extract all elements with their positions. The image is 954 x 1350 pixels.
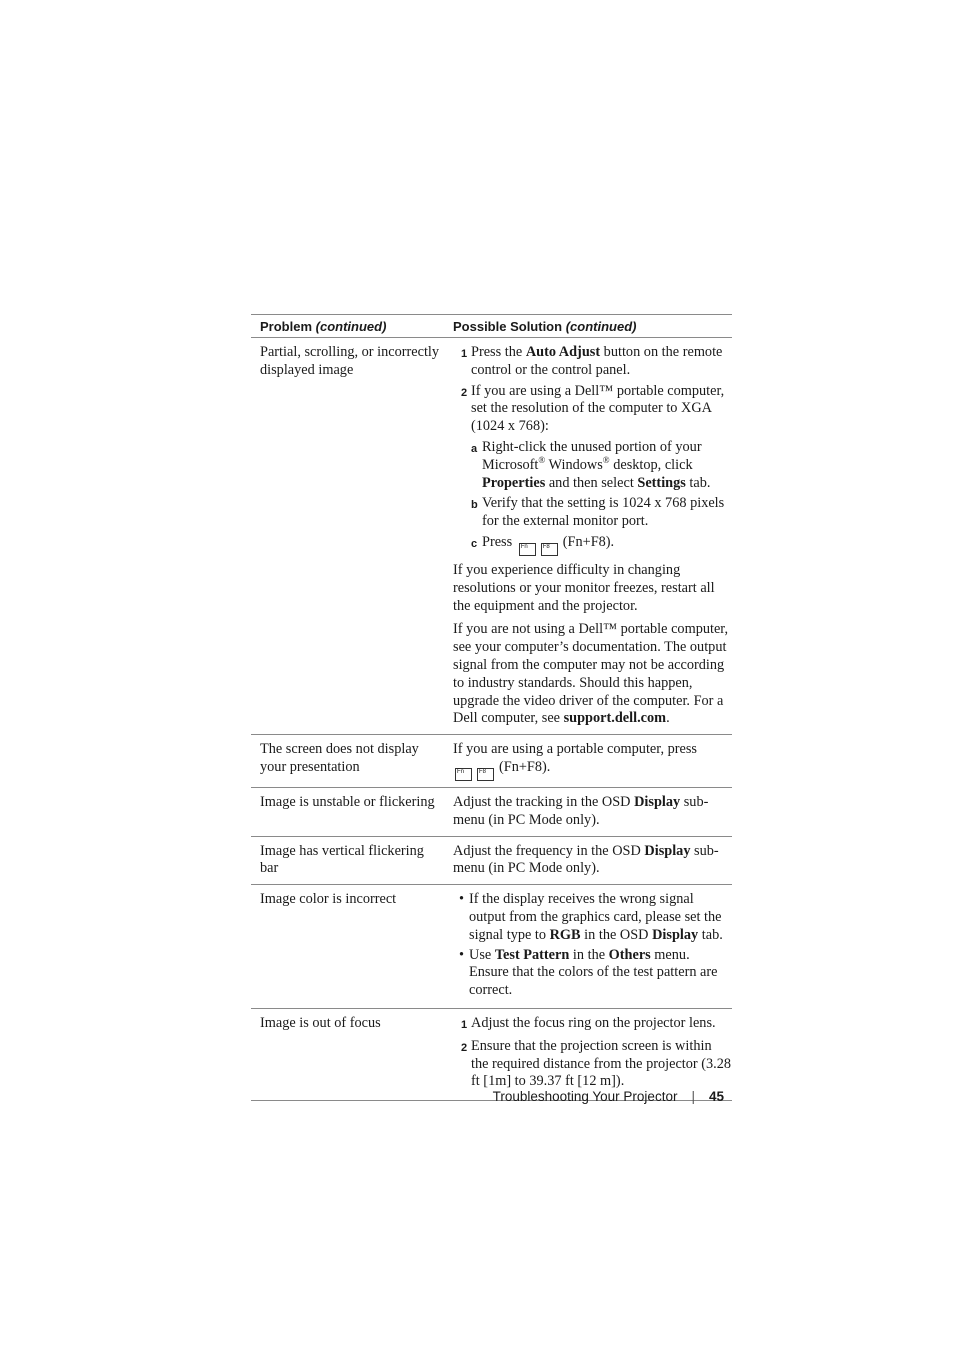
step-item: 1 Adjust the focus ring on the projector lens. <box>461 1014 716 1031</box>
bullet-item: • If the display receives the wrong signal output from the graphics card, please set the signal type to RGB in the OSD Display tab. <box>459 891 723 943</box>
table-header <box>251 315 732 338</box>
solution-cell: If you are using a portable computer, press Fn F8 (Fn+F8). <box>443 735 732 787</box>
table-row <box>251 1009 732 1101</box>
substep-item: c Press Fn F8 (Fn+F8). <box>453 534 732 556</box>
problem-cell: The screen does not display your presentation <box>260 741 419 775</box>
troubleshooting-table <box>251 314 732 1101</box>
table-row <box>251 338 732 735</box>
note-paragraph: If you experience difficulty in changing resolutions or your monitor freezes, restart all the equipment and the projector. <box>453 561 715 614</box>
table-row <box>251 788 732 837</box>
bullet-item: • Use Test Pattern in the Others menu. Ensure that the colors of the test pattern are correct. <box>459 946 718 999</box>
fn-key-icon: Fn <box>455 768 472 781</box>
step-item: 2 If you are using a Dell™ portable computer, set the resolution of the computer to XGA (1024 x 768): <box>461 382 725 435</box>
solution-cell <box>443 1009 732 1100</box>
step-item: 1 Press the Auto Adjust button on the remote control or the control panel. <box>461 344 723 378</box>
f8-key-icon: F8 <box>541 543 558 556</box>
header-problem: Problem (continued) <box>260 319 387 334</box>
table-row <box>251 735 732 788</box>
solution-cell: Adjust the tracking in the OSD Display sub-menu (in PC Mode only). <box>453 793 709 828</box>
fn-key-icon: Fn <box>519 543 536 556</box>
footer-separator: | <box>691 1089 695 1104</box>
problem-cell: Image is unstable or flickering <box>260 793 435 810</box>
f8-key-icon: F8 <box>477 768 494 781</box>
substep-item: b Verify that the setting is 1024 x 768 pixels for the external monitor port. <box>471 495 725 530</box>
table-row <box>251 885 732 1009</box>
table-row <box>251 837 732 886</box>
problem-cell: Image is out of focus <box>260 1014 381 1031</box>
solution-cell <box>443 885 732 1008</box>
note-paragraph: If you are not using a Dell™ portable computer, see your computer’s documentation. The output signal from the computer may not be according to industry standards. Should this happen, upgrade the video driver of the computer. For a Dell computer, see support.dell.com. <box>453 621 729 727</box>
header-solution: Possible Solution (continued) <box>453 319 637 334</box>
footer-section-title: Troubleshooting Your Projector <box>492 1089 678 1104</box>
substep-item: a Right-click the unused portion of your Microsoft® Windows® desktop, click Properties and then select Settings tab. <box>471 438 711 491</box>
problem-cell: Image has vertical flickering bar <box>260 842 424 877</box>
solution-cell: Adjust the frequency in the OSD Display sub-menu (in PC Mode only). <box>453 842 719 877</box>
page-footer <box>0 1089 724 1104</box>
page-number: 45 <box>708 1089 724 1104</box>
step-item: 2 Ensure that the projection screen is within the required distance from the projector (3.28 ft [1m] to 39.37 ft [12 m]). <box>461 1037 732 1090</box>
problem-cell: Image color is incorrect <box>260 891 397 908</box>
solution-cell <box>443 338 732 734</box>
support-link[interactable]: support.dell.com <box>563 710 667 727</box>
problem-cell: Partial, scrolling, or incorrectly displayed image <box>260 344 440 378</box>
